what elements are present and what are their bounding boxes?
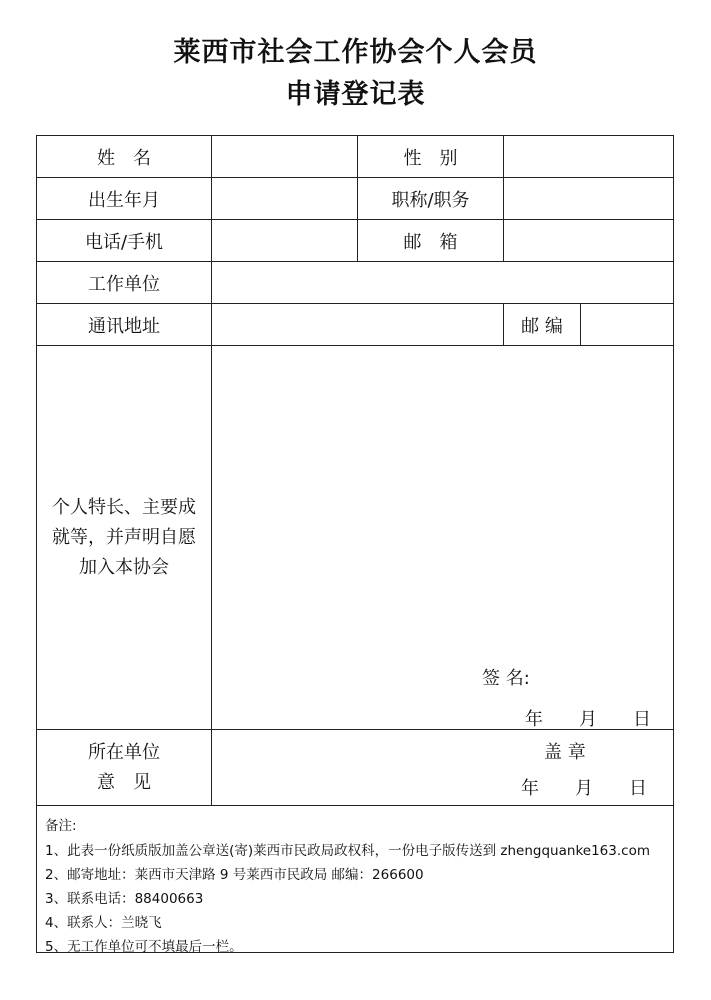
email-input[interactable]	[504, 220, 673, 262]
email-label: 邮 箱	[358, 220, 504, 262]
note-item-5: 5、无工作单位可不填最后一栏。	[45, 939, 243, 955]
notes-heading: 备注:	[45, 818, 77, 834]
statement-date-label: 年 月 日	[525, 709, 651, 730]
form-title-line1: 莱西市社会工作协会个人会员	[173, 37, 538, 68]
application-form-table	[36, 135, 674, 953]
address-input[interactable]	[212, 304, 504, 346]
note-item-3: 3、联系电话：88400663	[45, 891, 204, 907]
birth-label: 出生年月	[37, 178, 212, 220]
statement-input[interactable]	[212, 346, 673, 730]
phone-label: 电话/手机	[37, 220, 212, 262]
gender-input[interactable]	[504, 136, 673, 178]
name-label: 姓 名	[37, 136, 212, 178]
statement-label-line1: 个人特长、主要成	[52, 496, 196, 518]
note-item-4: 4、联系人：兰晓飞	[45, 915, 162, 931]
gender-label: 性 别	[358, 136, 504, 178]
postcode-label: 邮 编	[504, 304, 581, 346]
unit-opinion-label	[37, 730, 212, 806]
title-input[interactable]	[504, 178, 673, 220]
employer-label: 工作单位	[37, 262, 212, 304]
signature-label: 签 名:	[482, 668, 530, 689]
birth-input[interactable]	[212, 178, 358, 220]
note-item-1: 1、此表一份纸质版加盖公章送(寄)莱西市民政局政权科，一份电子版传送到 zhengquanke163.com	[45, 843, 650, 859]
name-input[interactable]	[212, 136, 358, 178]
phone-input[interactable]	[212, 220, 358, 262]
note-item-2: 2、邮寄地址：莱西市天津路 9 号莱西市民政局 邮编：266600	[45, 867, 424, 883]
unit-opinion-label-line2: 意 见	[97, 771, 151, 793]
statement-label-line3: 加入本协会	[79, 556, 169, 578]
unit-opinion-label-line1: 所在单位	[88, 741, 160, 763]
address-label: 通讯地址	[37, 304, 212, 346]
statement-label	[37, 346, 212, 730]
statement-label-line2: 就等，并声明自愿	[52, 526, 196, 548]
postcode-input[interactable]	[581, 304, 673, 346]
opinion-date-label: 年 月 日	[521, 778, 647, 799]
employer-input[interactable]	[212, 262, 673, 304]
title-label: 职称/职务	[358, 178, 504, 220]
unit-opinion-input[interactable]	[212, 730, 673, 806]
seal-label: 盖 章	[544, 742, 586, 763]
form-title-line2: 申请登记表	[285, 79, 426, 110]
